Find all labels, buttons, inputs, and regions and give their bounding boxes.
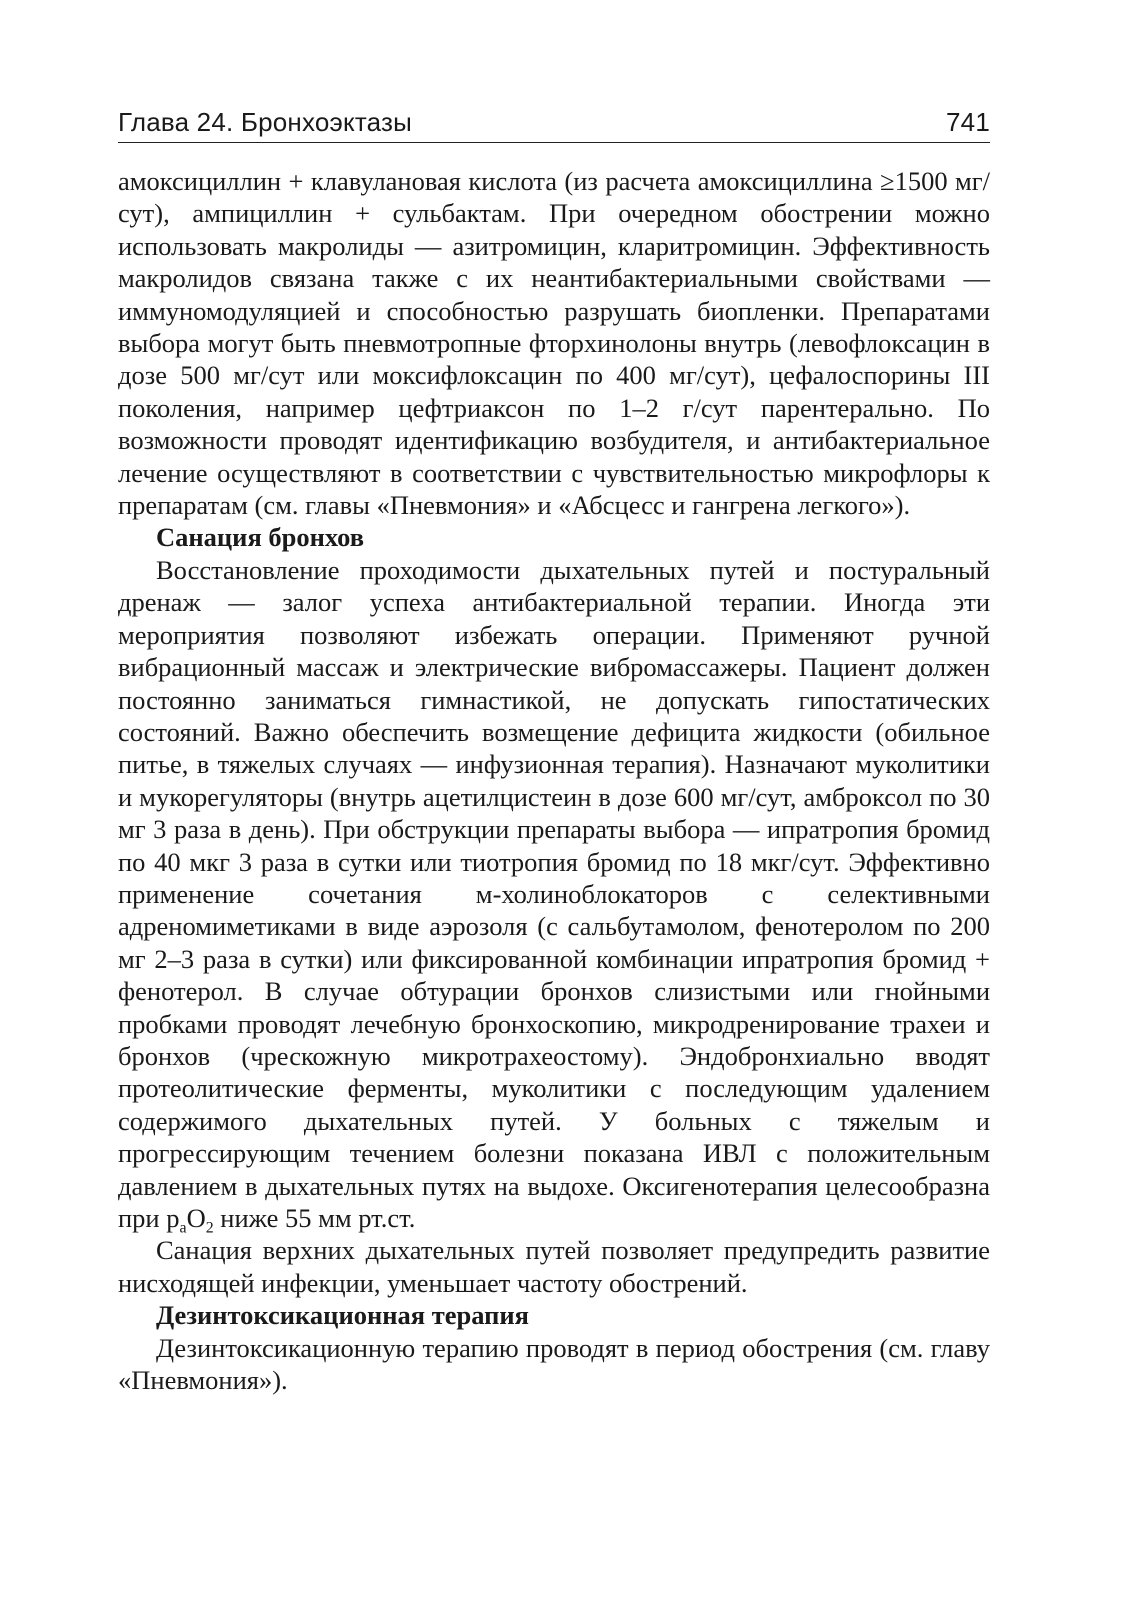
sanation-text: Восстановление проходимости дыхательных путей и постуральный дренаж — залог успеха антибактериальной терапии. Иногда эти мероприятия позволяют избежать операции. Применяют ручной вибрационный массаж и электрические вибромассажеры. Пациент должен постоянно заниматься гимнастикой, не допускать гипостатических состояний. Важно обеспечить возмещение дефицита жидкости (обильное питье, в тяжелых случаях — инфузионная терапия). Назначают муколитики и мукорегуляторы (внутрь ацетилцистеин в дозе 600 мг/сут, амброксол по 30 мг 3 раза в день). При обструкции препараты выбора — ипратропия бромид по 40 мкг 3 раза в сутки или тиотропия бромид по 18 мкг/сут. Эффективно применение сочетания м-холиноблокаторов с селективными адреномиметиками в виде аэрозоля (с сальбутамолом, фенотеролом по 200 мг 2–3 раза в сутки) или фиксированной комбинации ипратропия бромид + фенотерол. В случае обтурации бронхов слизистыми или гнойными пробками проводят лечебную бронхоскопию, микродренирование трахеи и бронхов (чрескожную микротрахеостому). Эндобронхиально вводят протеолитические ферменты, муколитики с последующим удалением содержимого дыхательных путей. У больных с тяжелым и прогрессирующим течением болезни показана ИВЛ с положительным давлением в дыхательных путях на выдохе. Оксигенотерапия целесообразна при p — [118, 554, 990, 1233]
running-head — [118, 106, 990, 143]
oxygen-letter: O — [186, 1203, 206, 1233]
paragraph-sanation — [118, 554, 990, 1235]
body-text — [118, 165, 990, 1396]
subscript-2: 2 — [205, 1219, 214, 1237]
page-number: 741 — [946, 107, 990, 137]
paragraph-detox: Дезинтоксикационную терапию проводят в период обострения (см. главу «Пневмония»). — [118, 1332, 990, 1396]
heading-detox: Дезинтоксикационная терапия — [156, 1300, 530, 1331]
paragraph-upper-airways: Санация верхних дыхательных путей позволяет предупредить развитие нисходящей инфекции, уменьшает частоту обострений. — [118, 1235, 990, 1298]
book-page — [118, 106, 990, 1396]
heading-sanation: Санация бронхов — [156, 522, 365, 553]
subscript-a: a — [179, 1219, 187, 1237]
chapter-title: Глава 24. Бронхоэктазы — [118, 107, 413, 137]
paragraph-antibiotics: амоксициллин + клавулановая кислота (из расчета амоксициллина ≥1500 мг/сут), ампициллин + сульбактам. При очередном обострении можно использовать макролиды — азитромицин, кларитромицин. Эффективность макролидов связана также с их неантибактериальными свойствами — иммуномодуляцией и способностью разрушать биопленки. Препаратами выбора могут быть пневмотропные фторхинолоны внутрь (левофлоксацин в дозе 500 мг/сут или моксифлоксацин по 400 мг/сут), цефалоспорины III поколения, например цефтриаксон по 1–2 г/сут парентерально. По возможности проводят идентификацию возбудителя, и антибактериальное лечение осуществляют в соответствии с чувствительностью микрофлоры к препаратам (см. главы «Пневмония» и «Абсцесс и гангрена легкого»). — [118, 166, 990, 521]
sanation-text-tail: ниже 55 мм рт.ст. — [213, 1203, 416, 1233]
